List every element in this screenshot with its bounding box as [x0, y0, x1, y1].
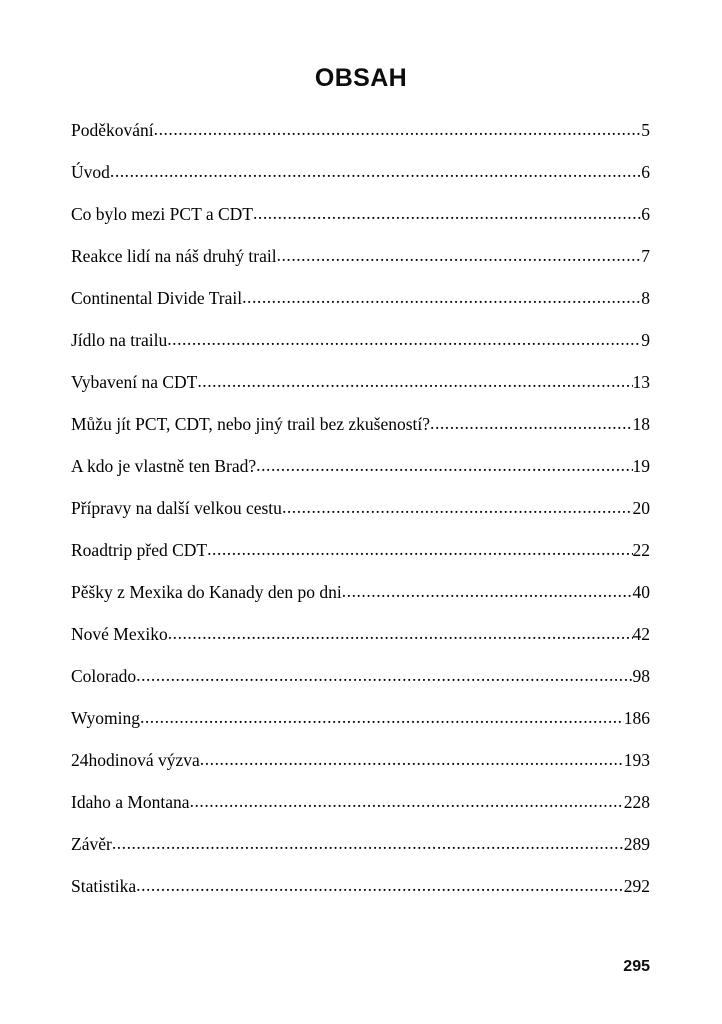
- toc-entry-dot-leader: [136, 664, 632, 682]
- toc-entry[interactable]: [71, 202, 650, 244]
- toc-entry[interactable]: [71, 286, 650, 328]
- toc-entry-label: Idaho a Montana: [71, 791, 190, 812]
- toc-entry-dot-leader: [207, 538, 632, 556]
- toc-entry-page-number: 6: [641, 161, 650, 182]
- toc-entry-page-number: 7: [641, 245, 650, 266]
- toc-entry[interactable]: [71, 538, 650, 580]
- toc-entry-label: Roadtrip před CDT: [71, 539, 208, 560]
- toc-entry-dot-leader: [140, 706, 624, 724]
- toc-entry-dot-leader: [197, 370, 632, 388]
- toc-entry-page-number: 228: [623, 791, 650, 812]
- toc-entry-dot-leader: [136, 874, 624, 892]
- toc-entry-label: Úvod: [71, 161, 110, 182]
- toc-entry-page-number: 13: [632, 371, 650, 392]
- toc-entry-dot-leader: [282, 496, 633, 514]
- toc-entry[interactable]: [71, 622, 650, 664]
- toc-entry-dot-leader: [154, 118, 642, 136]
- toc-entry-label: Vybavení na CDT: [71, 371, 198, 392]
- toc-entry-label: Můžu jít PCT, CDT, nebo jiný trail bez zkušeností?: [71, 413, 431, 434]
- toc-entry[interactable]: [71, 790, 650, 832]
- toc-entry[interactable]: [71, 706, 650, 748]
- toc-entry-dot-leader: [430, 412, 632, 430]
- toc-entry-label: Colorado: [71, 665, 137, 686]
- toc-entry[interactable]: [71, 454, 650, 496]
- toc-entry[interactable]: [71, 874, 650, 916]
- toc-entry-page-number: 42: [632, 623, 650, 644]
- toc-entry-page-number: 6: [641, 203, 650, 224]
- toc-entry-page-number: 9: [641, 329, 650, 350]
- toc-entry-dot-leader: [342, 580, 633, 598]
- toc-entry-dot-leader: [277, 244, 642, 262]
- toc-entry-page-number: 289: [623, 833, 650, 854]
- toc-entry-label: Přípravy na další velkou cestu: [71, 497, 282, 518]
- toc-entry-label: Wyoming: [71, 707, 140, 728]
- toc-entry-label: Statistika: [71, 875, 137, 896]
- toc-entry-page-number: 5: [641, 119, 650, 140]
- toc-entry-dot-leader: [200, 748, 624, 766]
- toc-entry[interactable]: [71, 832, 650, 874]
- toc-entry-page-number: 22: [632, 539, 650, 560]
- toc-entry[interactable]: [71, 370, 650, 412]
- toc-entry-label: 24hodinová výzva: [71, 749, 200, 770]
- toc-entry-page-number: 8: [641, 287, 650, 308]
- toc-entry-page-number: 186: [623, 707, 650, 728]
- toc-entry-label: Nové Mexiko: [71, 623, 168, 644]
- page-title: OBSAH: [314, 64, 408, 92]
- toc-entry-page-number: 98: [632, 665, 650, 686]
- toc-entry-label: Co bylo mezi PCT a CDT: [71, 203, 253, 224]
- toc-entry-dot-leader: [112, 832, 624, 850]
- toc-entry-page-number: 292: [623, 875, 650, 896]
- toc-entry-list: [71, 118, 650, 916]
- page-number: 295: [623, 958, 650, 975]
- toc-entry-page-number: 20: [632, 497, 650, 518]
- toc-entry-label: A kdo je vlastně ten Brad?: [71, 455, 257, 476]
- toc-entry-label: Poděkování: [71, 119, 154, 140]
- toc-entry-dot-leader: [190, 790, 624, 808]
- toc-entry[interactable]: [71, 412, 650, 454]
- toc-entry[interactable]: [71, 496, 650, 538]
- toc-entry-label: Reakce lidí na náš druhý trail: [71, 245, 277, 266]
- toc-entry-dot-leader: [253, 202, 641, 220]
- toc-entry-dot-leader: [242, 286, 641, 304]
- toc-entry[interactable]: [71, 118, 650, 160]
- toc-entry-dot-leader: [110, 160, 641, 178]
- toc-entry[interactable]: [71, 748, 650, 790]
- toc-entry[interactable]: [71, 160, 650, 202]
- toc-entry-page-number: 193: [623, 749, 650, 770]
- toc-entry-label: Pěšky z Mexika do Kanady den po dni: [71, 581, 342, 602]
- toc-entry-label: Závěr: [71, 833, 112, 854]
- toc-entry-page-number: 40: [632, 581, 650, 602]
- toc-entry[interactable]: [71, 244, 650, 286]
- toc-entry[interactable]: [71, 328, 650, 370]
- toc-entry-dot-leader: [167, 328, 641, 346]
- toc-entry-dot-leader: [256, 454, 632, 472]
- toc-entry-label: Continental Divide Trail: [71, 287, 243, 308]
- toc-entry-label: Jídlo na trailu: [71, 329, 168, 350]
- toc-entry[interactable]: [71, 580, 650, 622]
- toc-entry-page-number: 18: [632, 413, 650, 434]
- toc-entry-dot-leader: [168, 622, 633, 640]
- toc-entry-page-number: 19: [632, 455, 650, 476]
- toc-entry[interactable]: [71, 664, 650, 706]
